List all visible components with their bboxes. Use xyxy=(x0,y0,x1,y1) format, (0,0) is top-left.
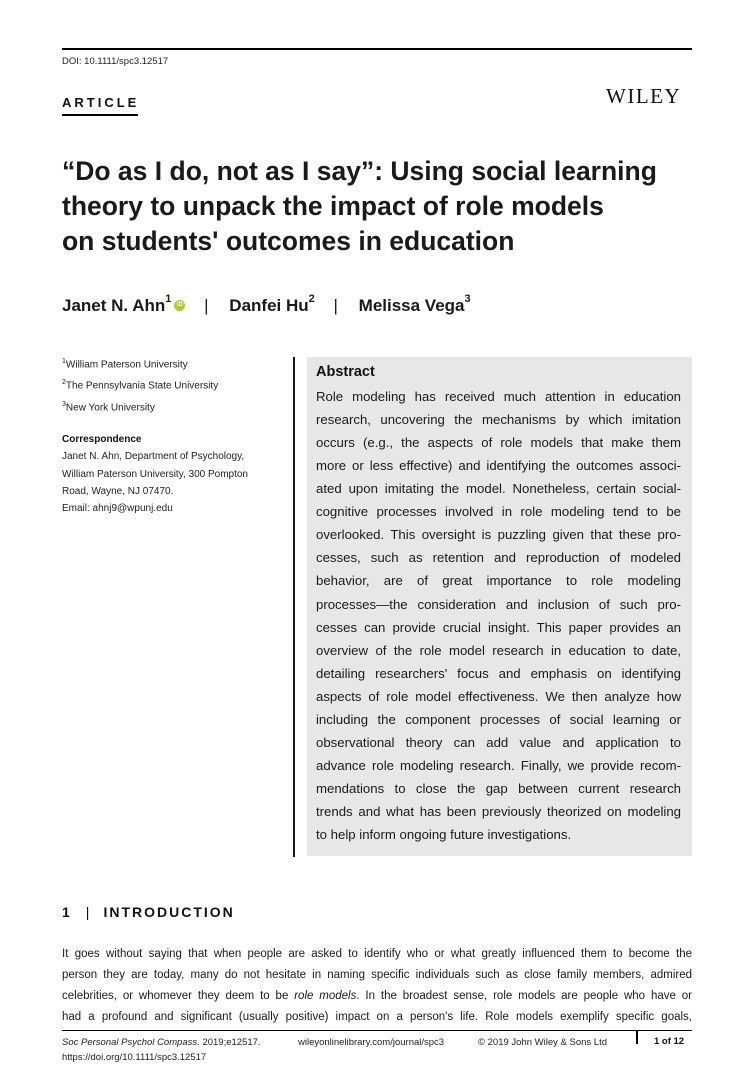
body-line: celebrities, or whomever they deem to be role models. In the broadest sense, role models are people who have or xyxy=(62,990,692,1002)
footer-doi-link[interactable]: https://doi.org/10.1111/spc3.12517 xyxy=(62,1052,207,1063)
abstract-line: ated upon imitating the model. Nonetheless, certain social- xyxy=(316,481,681,496)
abstract-line: mendations to close the gap between current research xyxy=(316,781,681,796)
abstract-line: cesses can provide crucial insight. This paper provides an xyxy=(316,620,681,635)
abstract-line: occurs (e.g., the aspects of role models that make them xyxy=(316,435,681,450)
title-line: on students' outcomes in education xyxy=(62,226,515,256)
correspondence-line: William Paterson University, 300 Pompton xyxy=(62,469,248,480)
article-type-label: ARTICLE xyxy=(62,95,140,110)
author-list xyxy=(62,295,471,316)
footer-rule xyxy=(62,1030,692,1031)
title-line: theory to unpack the impact of role models xyxy=(62,191,604,221)
paper-title xyxy=(62,154,702,259)
affiliation: $^3$New York University xyxy=(62,401,155,414)
footer-citation: Soc Personal Psychol Compass. 2019;e12517. xyxy=(62,1037,261,1048)
abstract-line: behavior, are of great importance to role modeling xyxy=(316,573,681,588)
doi-text[interactable]: DOI: 10.1111/spc3.12517 xyxy=(62,56,169,67)
orcid-icon[interactable]: iD xyxy=(174,300,185,311)
article-label-underline xyxy=(62,114,138,116)
correspondence-line: Janet N. Ahn, Department of Psychology, xyxy=(62,451,245,462)
abstract-line: to help inform ongoing future investigations. xyxy=(316,827,572,842)
abstract-line: overview of the role model research in education to date, xyxy=(316,643,681,658)
correspondence-email[interactable]: Email: ahnj9@wpunj.edu xyxy=(62,503,173,514)
body-line: It goes without saying that when people are asked to identify who or what greatly influenced them to become the xyxy=(62,948,692,960)
abstract-line: overlooked. This oversight is puzzling given that these pro- xyxy=(316,527,681,542)
top-rule xyxy=(62,48,692,50)
author-name[interactable]: Melissa Vega$^3$ xyxy=(358,293,471,315)
publisher-logo: WILEY xyxy=(606,84,682,108)
abstract-line: detailing researchers' focus and emphasis on identifying xyxy=(316,666,681,681)
abstract-line: including the component processes of social learning or xyxy=(316,712,681,727)
author-name[interactable]: Danfei Hu$^2$ xyxy=(229,293,315,315)
abstract-line: processes—the consideration and inclusion of such pro- xyxy=(316,597,681,612)
abstract-line: cognitive processes involved in role modeling tend to be xyxy=(316,504,681,519)
correspondence-line: Road, Wayne, NJ 07470. xyxy=(62,486,174,497)
footer-journal-url[interactable]: wileyonlinelibrary.com/journal/spc3 xyxy=(298,1037,445,1048)
affiliation: $^2$The Pennsylvania State University xyxy=(62,379,219,392)
author-name[interactable]: Janet N. Ahn$^1$ xyxy=(62,293,172,315)
footer-divider xyxy=(636,1030,638,1044)
body-line: had a profound and significant (usually positive) impact on a person's life. Role models exemplify specific goals, xyxy=(62,1011,692,1023)
abstract-line: more or less effective) and identifying the outcomes associ- xyxy=(316,458,681,473)
page-number: 1 of 12 xyxy=(654,1036,685,1047)
abstract-divider xyxy=(293,357,295,857)
abstract-line: observational theory can add value and application to xyxy=(316,735,681,750)
affiliation: $^1$William Paterson University xyxy=(62,358,188,371)
abstract-heading: Abstract xyxy=(316,364,375,380)
abstract-line: aspects of role model effectiveness. We then analyze how xyxy=(316,689,681,704)
correspondence-heading: Correspondence xyxy=(62,434,142,445)
abstract-line: Role modeling has received much attention in education xyxy=(316,389,681,404)
abstract-line: cesses, such as retention and reproduction of modeled xyxy=(316,550,681,565)
abstract-line: advance role modeling research. Finally, we provide recom- xyxy=(316,758,681,773)
abstract-line: research, uncovering the mechanisms by which imitation xyxy=(316,412,681,427)
title-line: “Do as I do, not as I say”: Using social learning xyxy=(62,156,657,186)
author-separator: | xyxy=(333,295,338,315)
author-separator: | xyxy=(204,295,209,315)
footer-copyright: © 2019 John Wiley & Sons Ltd xyxy=(478,1037,607,1048)
abstract-line: trends and what has been previously theorized on modeling xyxy=(316,804,681,819)
section-heading: 1 | INTRODUCTION xyxy=(62,904,235,920)
body-line: person they are today, many do not hesitate in naming specific individuals such as close family members, admired xyxy=(62,969,692,981)
